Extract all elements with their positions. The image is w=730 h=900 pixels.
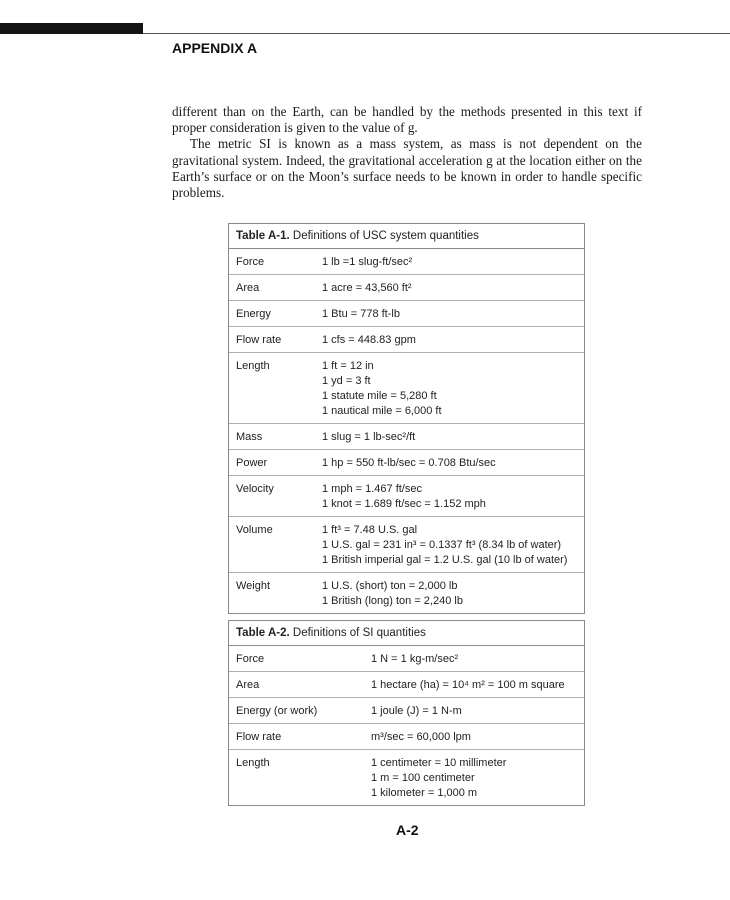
definition-cell <box>371 704 462 719</box>
definition-cell <box>322 333 416 348</box>
table-caption <box>229 224 584 249</box>
table-row <box>229 424 584 450</box>
body-text <box>172 104 642 201</box>
definition-line: 1 slug = 1 lb-sec²/ft <box>322 431 416 443</box>
table-row <box>229 327 584 353</box>
definition-line: m³/sec = 60,000 lpm <box>371 731 471 743</box>
definition-line: 1 hp = 550 ft-lb/sec = 0.708 Btu/sec <box>322 457 496 469</box>
definition-cell <box>322 579 463 609</box>
definition-cell <box>322 307 400 322</box>
definition-line: 1 cfs = 448.83 gpm <box>322 334 416 346</box>
quantity-cell: Force <box>236 653 265 665</box>
table-row <box>229 698 584 724</box>
definition-line: 1 centimeter = 10 millimeter <box>371 757 507 769</box>
definition-line: 1 statute mile = 5,280 ft <box>322 390 437 402</box>
table-row <box>229 476 584 517</box>
table-body <box>229 249 584 613</box>
table-row <box>229 301 584 327</box>
paragraph-1: different than on the Earth, can be handled by the methods presented in this text if proper consideration is given to the value of g. <box>172 104 642 136</box>
quantity-cell: Power <box>236 457 268 469</box>
quantity-cell: Volume <box>236 524 273 536</box>
table-si-quantities <box>228 620 585 806</box>
table-row <box>229 750 584 805</box>
definition-line: 1 nautical mile = 6,000 ft <box>322 405 442 417</box>
definition-cell <box>322 359 442 419</box>
page-number: A-2 <box>396 822 419 838</box>
paragraph-2: The metric SI is known as a mass system, as mass is not dependent on the gravitational system. Indeed, the gravitational acceleration g at the location either on the Earth’s surface or on the Moon’s surface needs to be known in order to handle specific problems. <box>172 136 642 201</box>
table-label: Table A-2. <box>236 627 290 639</box>
quantity-cell: Length <box>236 360 270 372</box>
quantity-cell: Area <box>236 282 260 294</box>
table-row <box>229 517 584 573</box>
definition-cell <box>371 756 506 801</box>
definition-line: 1 acre = 43,560 ft² <box>322 282 412 294</box>
definition-cell <box>322 255 412 270</box>
quantity-cell: Area <box>236 679 260 691</box>
definition-line: 1 lb =1 slug-ft/sec² <box>322 256 413 268</box>
definition-line: 1 kilometer = 1,000 m <box>371 787 478 799</box>
definition-cell <box>371 652 458 667</box>
definition-line: 1 joule (J) = 1 N-m <box>371 705 462 717</box>
table-row <box>229 724 584 750</box>
table-row <box>229 275 584 301</box>
table-row <box>229 353 584 424</box>
table-row <box>229 672 584 698</box>
quantity-cell: Velocity <box>236 483 274 495</box>
definition-line: 1 N = 1 kg-m/sec² <box>371 653 459 665</box>
definition-cell <box>371 730 471 745</box>
definition-line: 1 yd = 3 ft <box>322 375 371 387</box>
definition-cell <box>371 678 565 693</box>
table-row <box>229 646 584 672</box>
table-caption-text: Definitions of USC system quantities <box>292 230 479 242</box>
quantity-cell: Weight <box>236 580 271 592</box>
definition-line: 1 mph = 1.467 ft/sec <box>322 483 422 495</box>
definition-cell <box>322 482 486 512</box>
table-row <box>229 249 584 275</box>
table-row <box>229 573 584 613</box>
definition-line: 1 ft = 12 in <box>322 360 374 372</box>
table-body <box>229 646 584 805</box>
definition-cell <box>322 523 567 568</box>
table-caption <box>229 621 584 646</box>
definition-line: 1 British imperial gal = 1.2 U.S. gal (10 lb of water) <box>322 554 568 566</box>
definition-cell <box>322 456 496 471</box>
definition-line: 1 m = 100 centimeter <box>371 772 475 784</box>
definition-line: 1 hectare (ha) = 10⁴ m² = 100 m square <box>371 679 565 691</box>
quantity-cell: Length <box>236 757 270 769</box>
table-usc-quantities <box>228 223 585 614</box>
definition-line: 1 U.S. (short) ton = 2,000 lb <box>322 580 458 592</box>
quantity-cell: Energy (or work) <box>236 705 318 717</box>
quantity-cell: Flow rate <box>236 731 282 743</box>
quantity-cell: Mass <box>236 431 263 443</box>
quantity-cell: Flow rate <box>236 334 282 346</box>
page-header: APPENDIX A <box>172 40 258 56</box>
quantity-cell: Energy <box>236 308 271 320</box>
definition-line: 1 ft³ = 7.48 U.S. gal <box>322 524 418 536</box>
definition-cell <box>322 430 415 445</box>
definition-line: 1 Btu = 778 ft-lb <box>322 308 400 320</box>
header-rule-line <box>143 33 730 34</box>
definition-cell <box>322 281 412 296</box>
header-rule-block <box>0 23 143 34</box>
table-row <box>229 450 584 476</box>
quantity-cell: Force <box>236 256 265 268</box>
table-label: Table A-1. <box>236 230 290 242</box>
definition-line: 1 British (long) ton = 2,240 lb <box>322 595 463 607</box>
table-caption-text: Definitions of SI quantities <box>292 627 426 639</box>
definition-line: 1 U.S. gal = 231 in³ = 0.1337 ft³ (8.34 lb of water) <box>322 539 562 551</box>
definition-line: 1 knot = 1.689 ft/sec = 1.152 mph <box>322 498 486 510</box>
